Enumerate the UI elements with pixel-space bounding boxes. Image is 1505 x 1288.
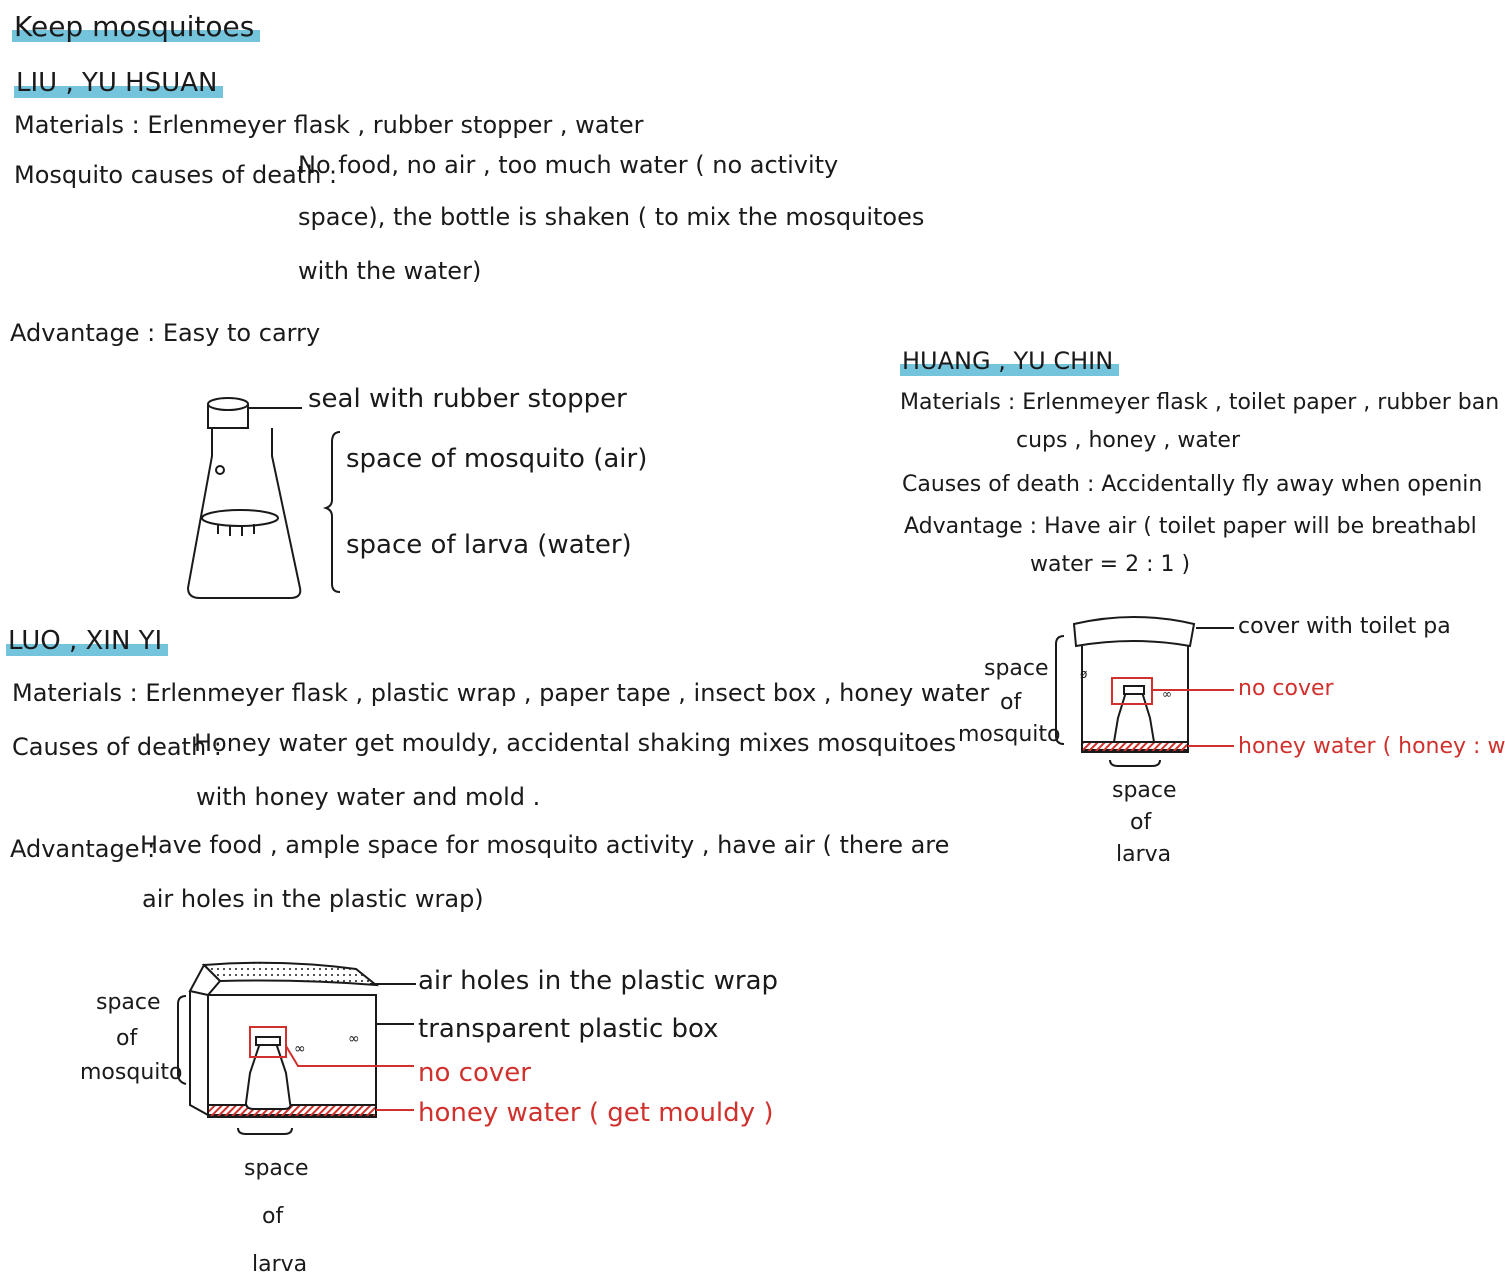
label-cover: cover with toilet pa (1238, 614, 1451, 639)
section-3-advantage-line: water = 2 : 1 ) (1030, 552, 1191, 577)
svg-text:∞: ∞ (348, 1031, 360, 1047)
label-space-larva: of (1130, 810, 1152, 835)
label-space-mosquito: space (984, 656, 1049, 681)
section-1-materials: Materials : Erlenmeyer flask , rubber stopper , water (14, 111, 644, 139)
label-space-mosquito: space (96, 990, 161, 1015)
label-space-mosquito: of (1000, 690, 1022, 715)
cup-diagram (1066, 610, 1202, 760)
label-space-mosquito: mosquito (958, 722, 1061, 747)
label-honey-water: honey water ( honey : w (1238, 734, 1505, 759)
section-2-materials: Materials : Erlenmeyer flask , plastic wrap , paper tape , insect box , honey water (12, 679, 990, 707)
section-1-death-line: with the water) (298, 257, 482, 285)
label-space-mosquito: of (116, 1026, 138, 1051)
section-1-death-line: No food, no air , too much water ( no activity (298, 151, 839, 179)
section-1-death-label: Mosquito causes of death : (14, 161, 338, 189)
label-space-larva: of (262, 1204, 284, 1229)
section-2-death-line: with honey water and mold . (196, 783, 541, 811)
label-space-mosquito: space of mosquito (air) (346, 444, 648, 474)
section-1-advantage: Advantage : Easy to carry (10, 319, 321, 347)
page-title: Keep mosquitoes (12, 12, 260, 42)
section-3-materials-line: Materials : Erlenmeyer flask , toilet paper , rubber ban (900, 390, 1500, 415)
section-2-advantage-label: Advantage : (10, 835, 156, 863)
flask-diagram (180, 390, 310, 605)
label-space-larva: space (1112, 778, 1177, 803)
label-space-mosquito: mosquito (80, 1060, 183, 1085)
svg-text:∞: ∞ (1162, 687, 1172, 701)
section-3-death: Causes of death : Accidentally fly away when openin (902, 472, 1483, 497)
section-2-death-line: Honey water get mouldy, accidental shaking mixes mosquitoes (194, 729, 957, 757)
svg-text:∞: ∞ (294, 1041, 306, 1057)
label-space-larva: space of larva (water) (346, 530, 632, 560)
insect-box-diagram (180, 955, 380, 1125)
section-1-name: LIU , YU HSUAN (14, 68, 223, 98)
section-1-death-line: space), the bottle is shaken ( to mix the mosquitoes (298, 203, 925, 231)
section-2-advantage-line: air holes in the plastic wrap) (142, 885, 484, 913)
section-3-materials-line: cups , honey , water (1016, 428, 1241, 453)
label-space-larva: larva (1116, 842, 1172, 867)
label-seal: seal with rubber stopper (308, 384, 627, 414)
section-3-advantage-line: Advantage : Have air ( toilet paper will be breathabl (904, 514, 1477, 539)
label-space-larva: larva (252, 1252, 308, 1277)
label-air-holes: air holes in the plastic wrap (418, 966, 779, 996)
label-no-cover: no cover (1238, 676, 1334, 701)
svg-text:ø: ø (1080, 667, 1088, 681)
label-no-cover: no cover (418, 1058, 531, 1088)
leader-lines (0, 0, 1, 1)
section-2-name: LUO , XIN YI (6, 626, 168, 656)
label-honey-water: honey water ( get mouldy ) (418, 1098, 774, 1128)
label-space-larva: space (244, 1156, 309, 1181)
section-2-advantage-line: Have food , ample space for mosquito activity , have air ( there are (140, 831, 950, 859)
label-plastic-box: transparent plastic box (418, 1014, 719, 1044)
section-2-death-label: Causes of death : (12, 733, 222, 761)
section-3-name: HUANG , YU CHIN (900, 346, 1119, 376)
